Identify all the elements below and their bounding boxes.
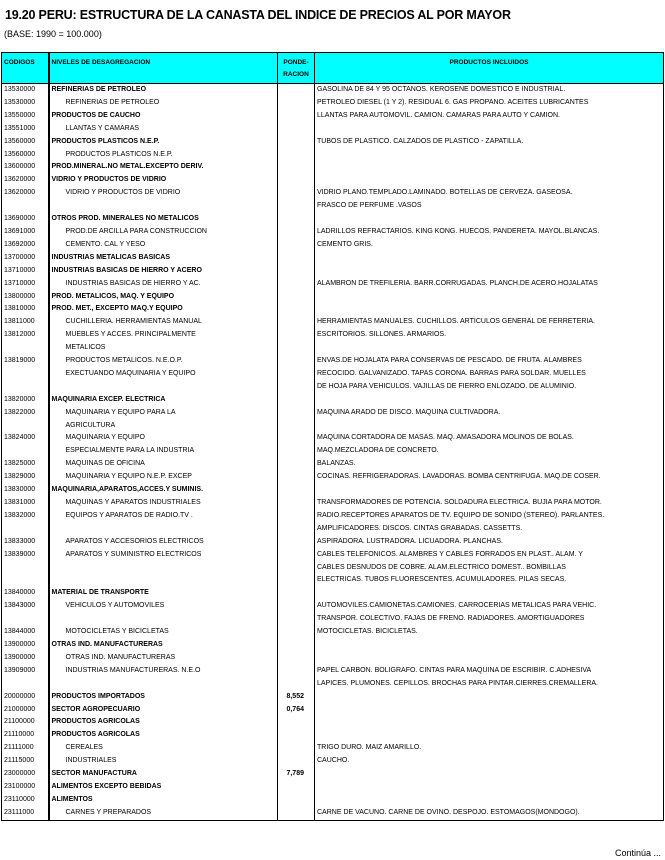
code-cell [2, 678, 49, 691]
table-row [2, 213, 664, 226]
level-cell: METALICOS [49, 342, 278, 355]
table-row [2, 652, 664, 665]
table-row [2, 239, 664, 252]
code-cell: 13530000 [2, 84, 49, 97]
level-cell: PRODUCTOS AGRICOLAS [49, 729, 278, 742]
level-cell: INDUSTRIAS BASICAS DE HIERRO Y AC. [49, 278, 278, 291]
level-cell: MAQUINARIA Y EQUIPO PARA LA [49, 407, 278, 420]
code-cell: 13825000 [2, 458, 49, 471]
code-cell [2, 200, 49, 213]
code-cell: 13560000 [2, 136, 49, 149]
ponderacion-cell [278, 729, 315, 742]
code-cell: 13620000 [2, 187, 49, 200]
code-cell: 21000000 [2, 704, 49, 717]
table-row [2, 200, 664, 213]
code-cell: 21111000 [2, 742, 49, 755]
code-cell: 13551000 [2, 123, 49, 136]
level-cell: MAQUINARIA EXCEP. ELECTRICA [49, 394, 278, 407]
level-cell: LLANTAS Y CAMARAS [49, 123, 278, 136]
code-cell: 13530000 [2, 97, 49, 110]
code-cell [2, 420, 49, 433]
level-cell: CEREALES [49, 742, 278, 755]
products-cell: AMPLIFICADORES. DISCOS. CINTAS GRABADAS. CASSETTS. [315, 523, 664, 536]
page-title: 19.20 PERU: ESTRUCTURA DE LA CANASTA DEL INDICE DE PRECIOS AL POR MAYOR [5, 8, 511, 22]
products-cell [315, 149, 664, 162]
products-cell [315, 265, 664, 278]
code-cell: 13824000 [2, 432, 49, 445]
products-cell: MAQUINA CORTADORA DE MASAS. MAQ. AMASADORA MOLINOS DE BOLAS. [315, 432, 664, 445]
products-cell [315, 794, 664, 807]
level-cell [49, 574, 278, 587]
level-cell [49, 613, 278, 626]
level-cell: VEHICULOS Y AUTOMOVILES [49, 600, 278, 613]
code-cell: 13800000 [2, 291, 49, 304]
ponderacion-cell [278, 342, 315, 355]
table-row [2, 484, 664, 497]
level-cell: REFINERIAS DE PETROLEO [49, 84, 278, 97]
code-cell: 13620000 [2, 174, 49, 187]
level-cell: PROD.DE ARCILLA PARA CONSTRUCCION [49, 226, 278, 239]
column-header-ponderacion-line1: PONDE- [283, 59, 309, 66]
ponderacion-cell [278, 381, 315, 394]
code-cell: 13840000 [2, 587, 49, 600]
table-row [2, 149, 664, 162]
products-cell [315, 174, 664, 187]
ponderacion-cell [278, 329, 315, 342]
code-cell: 13900000 [2, 639, 49, 652]
code-cell [2, 342, 49, 355]
code-cell: 13839000 [2, 549, 49, 562]
level-cell: MOTOCICLETAS Y BICICLETAS [49, 626, 278, 639]
level-cell: MUEBLES Y ACCES. PRINCIPALMENTE [49, 329, 278, 342]
products-cell [315, 484, 664, 497]
ponderacion-cell [278, 265, 315, 278]
products-cell: ALAMBRON DE TREFILERIA. BARR.CORRUGADAS. PLANCH.DE ACERO.HOJALATAS [315, 278, 664, 291]
level-cell: INDUSTRIAS BASICAS DE HIERRO Y ACERO [49, 265, 278, 278]
code-cell: 13819000 [2, 355, 49, 368]
ponderacion-cell [278, 678, 315, 691]
level-cell [49, 562, 278, 575]
table-row [2, 136, 664, 149]
ponderacion-cell [278, 781, 315, 794]
products-cell [315, 587, 664, 600]
table-row [2, 123, 664, 136]
ponderacion-cell [278, 420, 315, 433]
level-cell: APARATOS Y SUMINISTRO ELECTRICOS [49, 549, 278, 562]
code-cell [2, 445, 49, 458]
table-row [2, 174, 664, 187]
ponderacion-cell [278, 794, 315, 807]
code-cell: 13710000 [2, 278, 49, 291]
products-cell [315, 639, 664, 652]
ponderacion-cell [278, 458, 315, 471]
products-cell: VIDRIO PLANO.TEMPLADO.LAMINADO. BOTELLAS DE CERVEZA. GASEOSA. [315, 187, 664, 200]
products-cell: COCINAS. REFRIGERADORAS. LAVADORAS. BOMBA CENTRIFUGA. MAQ.DE COSER. [315, 471, 664, 484]
products-cell: AUTOMOVILES.CAMIONETAS.CAMIONES. CARROCERIAS METALICAS PARA VEHIC. [315, 600, 664, 613]
code-cell: 13690000 [2, 213, 49, 226]
level-cell [49, 523, 278, 536]
ponderacion-cell [278, 626, 315, 639]
products-cell: CAUCHO. [315, 755, 664, 768]
table-row [2, 639, 664, 652]
table-row [2, 549, 664, 562]
level-cell: VIDRIO Y PRODUCTOS DE VIDRIO [49, 187, 278, 200]
table-row [2, 704, 664, 717]
level-cell: EXECTUANDO MAQUINARIA Y EQUIPO [49, 368, 278, 381]
code-cell [2, 523, 49, 536]
products-cell: ESCRITORIOS. SILLONES. ARMARIOS. [315, 329, 664, 342]
level-cell [49, 200, 278, 213]
ponderacion-cell [278, 316, 315, 329]
code-cell: 13829000 [2, 471, 49, 484]
products-cell [315, 716, 664, 729]
ponderacion-cell [278, 755, 315, 768]
level-cell: PROD.MINERAL.NO METAL.EXCEPTO DERIV. [49, 161, 278, 174]
products-cell: FRASCO DE PERFUME .VASOS [315, 200, 664, 213]
ponderacion-cell [278, 574, 315, 587]
level-cell: SECTOR AGROPECUARIO [49, 704, 278, 717]
table-row [2, 497, 664, 510]
code-cell [2, 574, 49, 587]
ponderacion-cell [278, 84, 315, 97]
table-row [2, 381, 664, 394]
products-cell: TRANSPOR. COLECTIVO. FAJAS DE FRENO. RADIADORES. AMORTIGUADORES [315, 613, 664, 626]
products-cell: PETROLEO DIESEL (1 Y 2). RESIDUAL 6. GAS PROPANO. ACEITES LUBRICANTES [315, 97, 664, 110]
table-row [2, 536, 664, 549]
table-row [2, 678, 664, 691]
level-cell: EQUIPOS Y APARATOS DE RADIO.TV . [49, 510, 278, 523]
code-cell: 13832000 [2, 510, 49, 523]
code-cell [2, 562, 49, 575]
code-cell: 13691000 [2, 226, 49, 239]
level-cell: PRODUCTOS AGRICOLAS [49, 716, 278, 729]
ponderacion-cell [278, 239, 315, 252]
level-cell: OTROS PROD. MINERALES NO METALICOS [49, 213, 278, 226]
products-cell [315, 729, 664, 742]
products-cell: RADIO.RECEPTORES APARATOS DE TV. EQUIPO DE SONIDO (STEREO). PARLANTES. [315, 510, 664, 523]
level-cell: ALIMENTOS EXCEPTO BEBIDAS [49, 781, 278, 794]
products-cell: CABLES TELEFONICOS. ALAMBRES Y CABLES FORRADOS EN PLAST.. ALAM. Y [315, 549, 664, 562]
table-row [2, 807, 664, 820]
level-cell [49, 381, 278, 394]
level-cell: PRODUCTOS PLASTICOS N.E.P. [49, 149, 278, 162]
code-cell: 13831000 [2, 497, 49, 510]
code-cell: 21115000 [2, 755, 49, 768]
level-cell: MAQUINARIA Y EQUIPO N.E.P. EXCEP [49, 471, 278, 484]
level-cell: MAQUINARIA,APARATOS,ACCES.Y SUMINIS. [49, 484, 278, 497]
table-row [2, 110, 664, 123]
code-cell: 13550000 [2, 110, 49, 123]
table-row [2, 587, 664, 600]
level-cell: MAQUINAS Y APARATOS INDUSTRIALES [49, 497, 278, 510]
price-index-basket-table [1, 52, 664, 821]
code-cell: 23000000 [2, 768, 49, 781]
ponderacion-cell [278, 278, 315, 291]
products-cell [315, 394, 664, 407]
table-row [2, 574, 664, 587]
table-row [2, 794, 664, 807]
products-cell: TUBOS DE PLASTICO. CALZADOS DE PLASTICO - ZAPATILLA. [315, 136, 664, 149]
code-cell: 13830000 [2, 484, 49, 497]
ponderacion-cell [278, 200, 315, 213]
ponderacion-cell [278, 484, 315, 497]
products-cell: LLANTAS PARA AUTOMOVIL. CAMION. CAMARAS PARA AUTO Y CAMION. [315, 110, 664, 123]
products-cell: DE HOJA PARA VEHICULOS. VAJILLAS DE FIERRO ENLOZADO. DE ALUMINIO. [315, 381, 664, 394]
table-row [2, 510, 664, 523]
products-cell: MOTOCICLETAS. BICICLETAS. [315, 626, 664, 639]
code-cell [2, 381, 49, 394]
ponderacion-cell [278, 639, 315, 652]
code-cell: 13710000 [2, 265, 49, 278]
column-header-ponderacion-line2: RACION [283, 71, 309, 78]
products-cell: MAQUINA ARADO DE DISCO. MAQUINA CULTIVADORA. [315, 407, 664, 420]
code-cell: 13600000 [2, 161, 49, 174]
ponderacion-cell [278, 149, 315, 162]
ponderacion-cell [278, 187, 315, 200]
level-cell: ESPECIALMENTE PARA LA INDUSTRIA [49, 445, 278, 458]
table-row [2, 355, 664, 368]
level-cell: REFINERIAS DE PETROLEO [49, 97, 278, 110]
table-row [2, 716, 664, 729]
level-cell: CARNES Y PREPARADOS [49, 807, 278, 820]
ponderacion-cell [278, 291, 315, 304]
table-row [2, 342, 664, 355]
ponderacion-cell [278, 123, 315, 136]
products-cell: CEMENTO GRIS. [315, 239, 664, 252]
ponderacion-cell: 0,764 [278, 704, 315, 717]
table-row [2, 471, 664, 484]
code-cell: 13560000 [2, 149, 49, 162]
products-cell: RECOCIDO. GALVANIZADO. TAPAS CORONA. BARRAS PARA SOLDAR. MUELLES [315, 368, 664, 381]
table-row [2, 600, 664, 613]
code-cell: 13900000 [2, 652, 49, 665]
table-row [2, 729, 664, 742]
ponderacion-cell [278, 600, 315, 613]
level-cell: OTRAS IND. MANUFACTURERAS [49, 652, 278, 665]
code-cell [2, 613, 49, 626]
level-cell [49, 678, 278, 691]
ponderacion-cell [278, 587, 315, 600]
ponderacion-cell [278, 110, 315, 123]
column-header-productos: PRODUCTOS INCLUIDOS [315, 53, 664, 84]
ponderacion-cell [278, 407, 315, 420]
ponderacion-cell [278, 174, 315, 187]
ponderacion-cell [278, 742, 315, 755]
level-cell: PRODUCTOS DE CAUCHO [49, 110, 278, 123]
level-cell: PRODUCTOS IMPORTADOS [49, 691, 278, 704]
code-cell: 13810000 [2, 303, 49, 316]
level-cell: MAQUINARIA Y EQUIPO [49, 432, 278, 445]
table-row [2, 755, 664, 768]
table-row [2, 187, 664, 200]
ponderacion-cell [278, 613, 315, 626]
table-row [2, 303, 664, 316]
level-cell: PROD. METALICOS, MAQ. Y EQUIPO [49, 291, 278, 304]
ponderacion-cell [278, 562, 315, 575]
level-cell: VIDRIO Y PRODUCTOS DE VIDRIO [49, 174, 278, 187]
column-header-codigos: CODIGOS [2, 53, 49, 84]
products-cell: ELECTRICAS. TUBOS FLUORESCENTES. ACUMULADORES. PILAS SECAS. [315, 574, 664, 587]
table-row [2, 691, 664, 704]
products-cell: LAPICES. PLUMONES. CEPILLOS. BROCHAS PARA PINTAR.CIERRES.CREMALLERA. [315, 678, 664, 691]
code-cell: 13700000 [2, 252, 49, 265]
ponderacion-cell: 7,789 [278, 768, 315, 781]
products-cell: ASPIRADORA. LUSTRADORA. LICUADORA. PLANCHAS. [315, 536, 664, 549]
table-row [2, 458, 664, 471]
table-row [2, 316, 664, 329]
level-cell: PROD. MET., EXCEPTO MAQ.Y EQUIPO [49, 303, 278, 316]
products-cell [315, 291, 664, 304]
level-cell: ALIMENTOS [49, 794, 278, 807]
column-header-niveles: NIVELES DE DESAGREGACION [49, 53, 278, 84]
column-header-ponderacion [278, 53, 315, 84]
level-cell: OTRAS IND. MANUFACTURERAS [49, 639, 278, 652]
ponderacion-cell [278, 161, 315, 174]
table-row [2, 265, 664, 278]
table-row [2, 523, 664, 536]
code-cell [2, 368, 49, 381]
level-cell: PRODUCTOS METALICOS. N.E.O.P. [49, 355, 278, 368]
products-cell: MAQ.MEZCLADORA DE CONCRETO. [315, 445, 664, 458]
table-row [2, 613, 664, 626]
table-row [2, 407, 664, 420]
code-cell: 23110000 [2, 794, 49, 807]
products-cell: HERRAMIENTAS MANUALES. CUCHILLOS. ARTICULOS GENERAL DE FERRETERIA. [315, 316, 664, 329]
table-row [2, 291, 664, 304]
ponderacion-cell [278, 536, 315, 549]
products-cell: ENVAS.DE HOJALATA PARA CONSERVAS DE PESCADO. DE FRUTA. ALAMBRES [315, 355, 664, 368]
products-cell [315, 768, 664, 781]
code-cell: 21100000 [2, 716, 49, 729]
level-cell: SECTOR MANUFACTURA [49, 768, 278, 781]
level-cell: CEMENTO. CAL Y YESO [49, 239, 278, 252]
ponderacion-cell [278, 252, 315, 265]
continues-note: Continúa ... [614, 848, 661, 858]
level-cell: MAQUINAS DE OFICINA [49, 458, 278, 471]
table-row [2, 278, 664, 291]
table-row [2, 626, 664, 639]
products-cell: GASOLINA DE 84 Y 95 OCTANOS. KEROSENE DOMESTICO E INDUSTRIAL. [315, 84, 664, 97]
code-cell: 13811000 [2, 316, 49, 329]
code-cell: 21110000 [2, 729, 49, 742]
ponderacion-cell [278, 136, 315, 149]
ponderacion-cell [278, 97, 315, 110]
products-cell [315, 652, 664, 665]
table-row [2, 781, 664, 794]
products-cell: LADRILLOS REFRACTARIOS. KING KONG. HUECOS. PANDERETA. MAYOL.BLANCAS. [315, 226, 664, 239]
products-cell [315, 161, 664, 174]
base-subtitle: (BASE: 1990 = 100.000) [4, 29, 102, 39]
products-cell: BALANZAS. [315, 458, 664, 471]
ponderacion-cell [278, 213, 315, 226]
table-row [2, 252, 664, 265]
products-cell: TRANSFORMADORES DE POTENCIA. SOLDADURA ELECTRICA. BUJIA PARA MOTOR. [315, 497, 664, 510]
table-row [2, 368, 664, 381]
ponderacion-cell [278, 445, 315, 458]
ponderacion-cell [278, 523, 315, 536]
ponderacion-cell [278, 716, 315, 729]
products-cell [315, 123, 664, 136]
ponderacion-cell [278, 807, 315, 820]
products-cell [315, 213, 664, 226]
table-header [2, 53, 664, 84]
table-row [2, 97, 664, 110]
level-cell: PRODUCTOS PLASTICOS N.E.P. [49, 136, 278, 149]
ponderacion-cell [278, 652, 315, 665]
table-row [2, 445, 664, 458]
products-cell: CABLES DESNUDOS DE COBRE. ALAM.ELECTRICO DOMEST.. BOMBILLAS [315, 562, 664, 575]
ponderacion-cell [278, 549, 315, 562]
level-cell: APARATOS Y ACCESORIOS ELECTRICOS [49, 536, 278, 549]
products-cell [315, 781, 664, 794]
products-cell: CARNE DE VACUNO. CARNE DE OVINO. DESPOJO. ESTOMAGOS(MONDOGO). [315, 807, 664, 820]
table-row [2, 161, 664, 174]
products-cell: PAPEL CARBON. BOLIGRAFO. CINTAS PARA MAQUINA DE ESCRIBIR. C.ADHESIVA [315, 665, 664, 678]
code-cell: 13843000 [2, 600, 49, 613]
products-cell [315, 704, 664, 717]
ponderacion-cell [278, 303, 315, 316]
table-row [2, 226, 664, 239]
table-row [2, 394, 664, 407]
ponderacion-cell [278, 368, 315, 381]
level-cell: INDUSTRIALES [49, 755, 278, 768]
code-cell: 13844000 [2, 626, 49, 639]
products-cell [315, 303, 664, 316]
code-cell: 13812000 [2, 329, 49, 342]
table-row [2, 420, 664, 433]
table-body [2, 84, 664, 821]
code-cell: 13822000 [2, 407, 49, 420]
ponderacion-cell [278, 226, 315, 239]
level-cell: CUCHILLERIA. HERRAMIENTAS MANUAL [49, 316, 278, 329]
table-row [2, 432, 664, 445]
ponderacion-cell [278, 432, 315, 445]
products-cell [315, 342, 664, 355]
ponderacion-cell [278, 497, 315, 510]
ponderacion-cell: 8,552 [278, 691, 315, 704]
level-cell: MATERIAL DE TRANSPORTE [49, 587, 278, 600]
products-cell: TRIGO DURO. MAIZ AMARILLO. [315, 742, 664, 755]
ponderacion-cell [278, 394, 315, 407]
products-cell [315, 691, 664, 704]
ponderacion-cell [278, 665, 315, 678]
products-cell [315, 420, 664, 433]
code-cell: 13692000 [2, 239, 49, 252]
ponderacion-cell [278, 355, 315, 368]
code-cell: 13833000 [2, 536, 49, 549]
ponderacion-cell [278, 510, 315, 523]
level-cell: INDUSTRIAS METALICAS BASICAS [49, 252, 278, 265]
products-cell [315, 252, 664, 265]
table-row [2, 742, 664, 755]
level-cell: INDUSTRIAS MANUFACTURERAS. N.E.O [49, 665, 278, 678]
code-cell: 23100000 [2, 781, 49, 794]
table-row [2, 562, 664, 575]
code-cell: 13820000 [2, 394, 49, 407]
table-row [2, 768, 664, 781]
code-cell: 20000000 [2, 691, 49, 704]
level-cell: AGRICULTURA [49, 420, 278, 433]
table-row [2, 84, 664, 97]
ponderacion-cell [278, 471, 315, 484]
table-row [2, 665, 664, 678]
code-cell: 23111000 [2, 807, 49, 820]
code-cell: 13909000 [2, 665, 49, 678]
table-row [2, 329, 664, 342]
